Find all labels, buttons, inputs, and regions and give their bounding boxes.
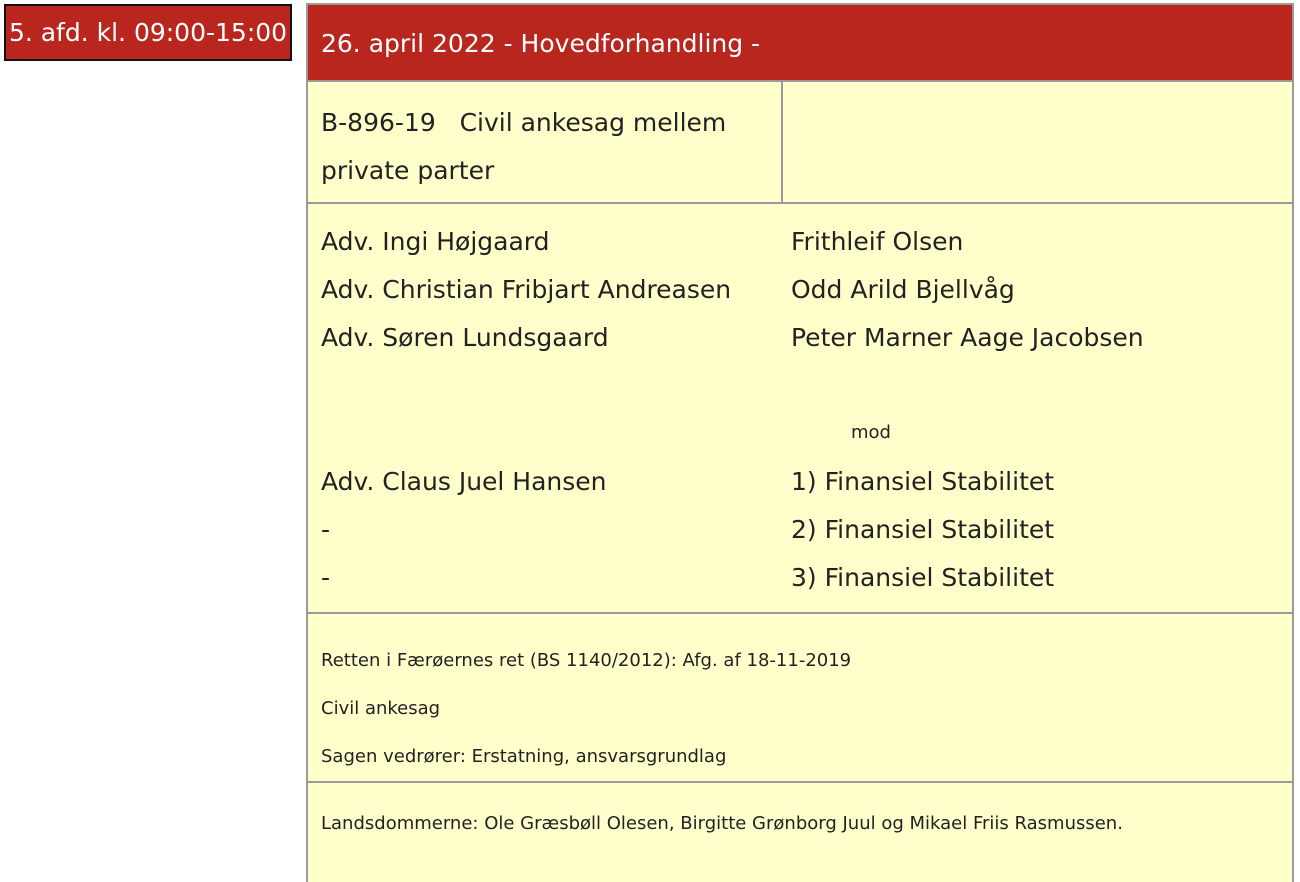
- respondents-list: [791, 458, 1054, 602]
- appellants-list: [791, 218, 1144, 362]
- appellant-lawyer: Adv. Ingi Højgaard: [321, 227, 550, 256]
- case-subject: Sagen vedrører: Erstatning, ansvarsgrundlag: [321, 746, 727, 767]
- case-info-section: [308, 614, 1292, 783]
- appellant-name: Frithleif Olsen: [791, 227, 964, 256]
- respondent-name: 1) Finansiel Stabilitet: [791, 467, 1055, 496]
- parties-section: [308, 204, 1292, 614]
- judges-section: [308, 783, 1292, 839]
- appellant-lawyer: Adv. Christian Fribjart Andreasen: [321, 275, 732, 304]
- respondent-lawyer: Adv. Claus Juel Hansen: [321, 467, 607, 496]
- versus-label: mod: [851, 422, 891, 443]
- appellant-lawyers-list: [321, 218, 731, 362]
- case-title-cell: [308, 82, 783, 202]
- lower-court-info: Retten i Færøernes ret (BS 1140/2012): Afg. af 18-11-2019: [321, 650, 852, 671]
- respondent-lawyer: -: [321, 515, 331, 544]
- judges-list: Landsdommerne: Ole Græsbøll Olesen, Birgitte Grønborg Juul og Mikael Friis Rasmussen.: [321, 813, 1123, 834]
- hearing-date-header: 26. april 2022 - Hovedforhandling -: [308, 5, 1292, 82]
- respondent-name: 3) Finansiel Stabilitet: [791, 563, 1055, 592]
- appellant-name: Odd Arild Bjellvåg: [791, 275, 1015, 304]
- case-empty-cell: [783, 82, 1292, 202]
- case-number: B-896-19: [321, 108, 436, 137]
- appellant-name: Peter Marner Aage Jacobsen: [791, 323, 1144, 352]
- case-type: Civil ankesag: [321, 698, 441, 719]
- hearing-entry: [306, 3, 1294, 882]
- case-description: Civil ankesag mellem: [459, 108, 727, 137]
- appellant-lawyer: Adv. Søren Lundsgaard: [321, 323, 609, 352]
- respondent-lawyers-list: [321, 458, 607, 602]
- respondent-name: 2) Finansiel Stabilitet: [791, 515, 1055, 544]
- case-description-line-2: private parter: [321, 156, 495, 185]
- case-row: [308, 82, 1292, 204]
- respondent-lawyer: -: [321, 563, 331, 592]
- case-title-line-1: [321, 99, 781, 147]
- department-time-badge: 5. afd. kl. 09:00-15:00: [4, 4, 292, 61]
